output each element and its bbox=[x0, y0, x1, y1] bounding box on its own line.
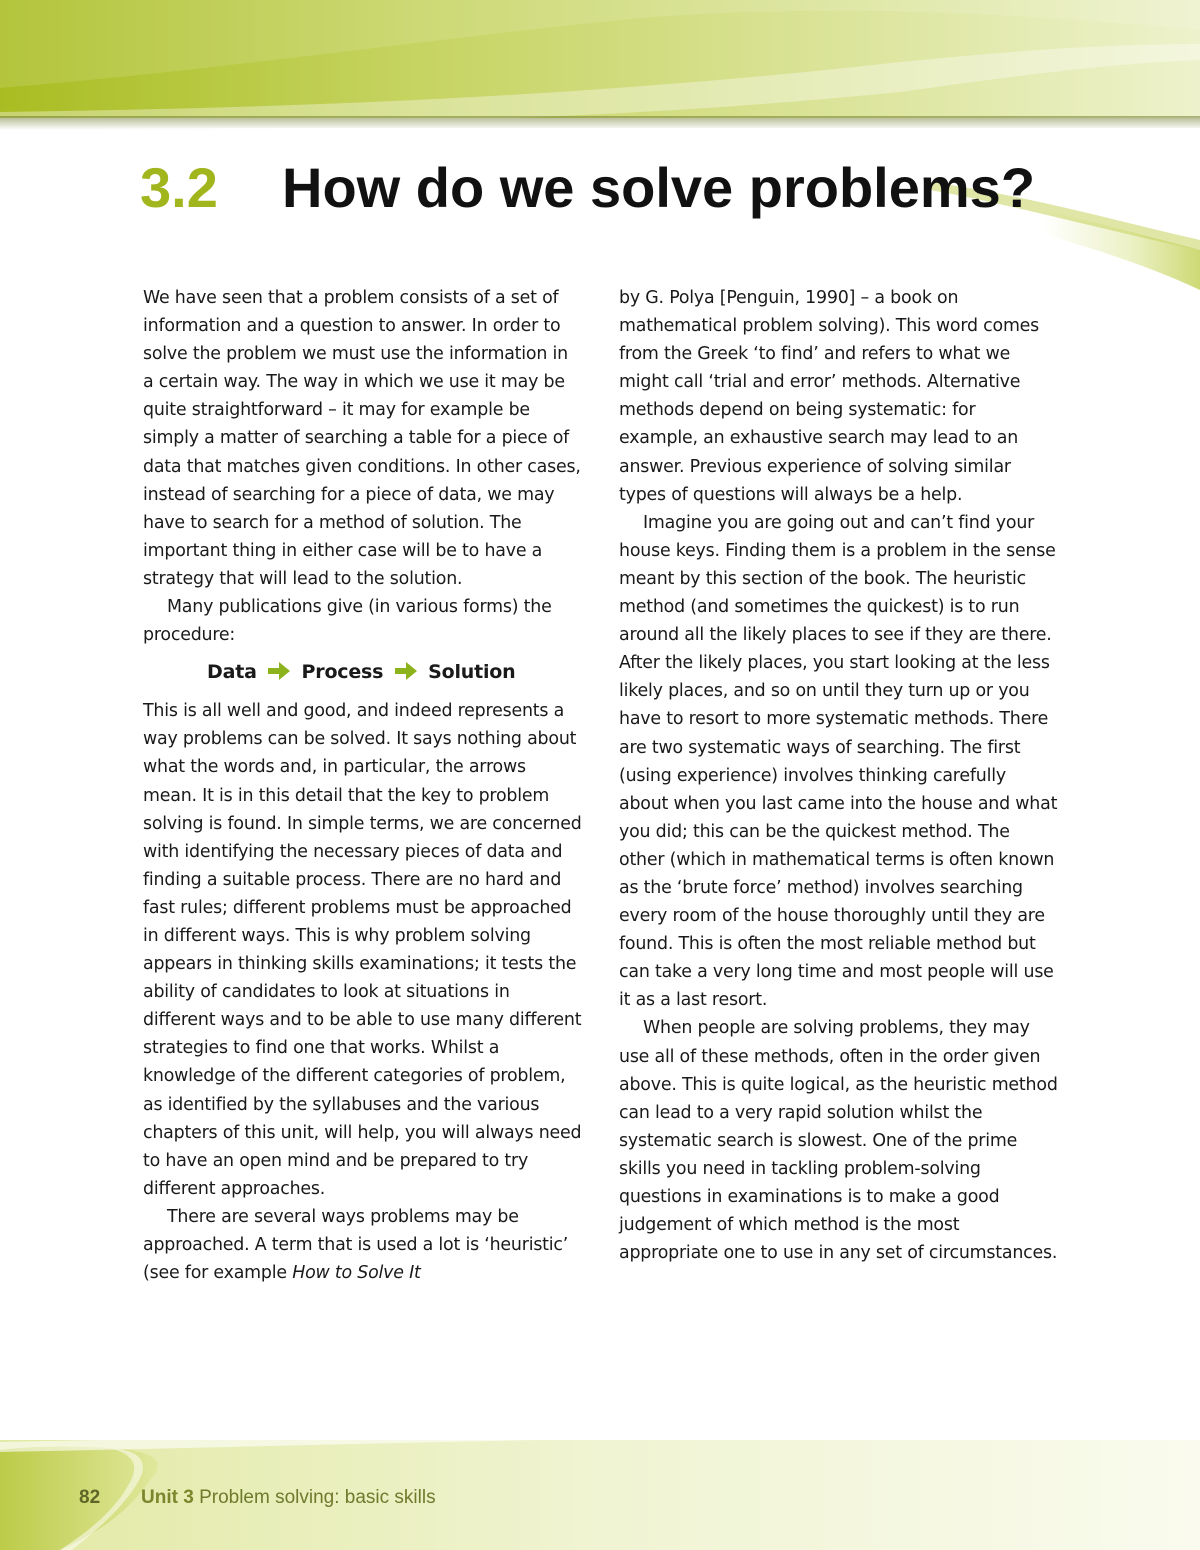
paragraph-text: There are several ways problems may be approached. A term that is used a lot is ‘heuristic’ (see for example bbox=[143, 1206, 569, 1284]
paragraph: by G. Polya [Penguin, 1990] – a book on mathematical problem solving). This word comes from the Greek ‘to find’ and refers to what we might call ‘trial and error’ methods. Alternative methods depend on being systematic: for example, an exhaustive search may lead to an answer. Previous experience of solving similar types of questions will always be a help. bbox=[619, 288, 1040, 505]
section-title: How do we solve problems? bbox=[282, 156, 1036, 219]
section-heading bbox=[140, 152, 1035, 224]
unit-title: Problem solving: basic skills bbox=[199, 1487, 436, 1508]
header-decoration bbox=[0, 0, 1200, 290]
paragraph: Many publications give (in various forms) the procedure: bbox=[143, 597, 552, 646]
left-column bbox=[143, 284, 583, 1287]
flow-step-data: Data bbox=[207, 661, 257, 684]
flow-step-solution: Solution bbox=[428, 661, 516, 684]
book-title: How to Solve It bbox=[292, 1263, 421, 1284]
flow-step-process: Process bbox=[301, 661, 384, 684]
paragraph: Imagine you are going out and can’t find your house keys. Finding them is a problem in the sense meant by this section of the book. The heuristic method (and sometimes the quickest) is to run around all the likely places to see if they are there. After the likely places, you start looking at the less likely places, and so on until they turn up or you have to resort to more systematic methods. There are two systematic ways of searching. The first (using experience) involves thinking carefully about when you last came into the house and what you did; this can be the quickest method. The other (which in mathematical terms is often known as the ‘brute force’ method) involves searching every room of the house thoroughly until they are found. This is often the most reliable method but can take a very long time and most people will use it as a last resort. bbox=[619, 512, 1058, 1011]
paragraph: When people are solving problems, they may use all of these methods, often in the order given above. This is quite logical, as the heuristic method can lead to a very rapid solution whilst the systematic search is slowest. One of the prime skills you need in tackling problem-solving questions in examinations is to make a good judgement of which method is the most appropriate one to use in any set of circumstances. bbox=[619, 1018, 1058, 1264]
arrow-right-icon bbox=[267, 661, 291, 681]
paragraph: We have seen that a problem consists of a set of information and a question to answer. In order to solve the problem we must use the information in a certain way. The way in which we use it may be quite straightforward – it may for example be simply a matter of searching a table for a piece of data that matches given conditions. In other cases, instead of searching for a piece of data, we may have to search for a method of solution. The important thing in either case will be to have a strategy that will lead to the solution. bbox=[143, 288, 581, 589]
section-number: 3.2 bbox=[140, 156, 218, 219]
paragraph: This is all well and good, and indeed represents a way problems can be solved. It says nothing about what the words and, in particular, the arrows mean. It is in this detail that the key to problem solving is found. In simple terms, we are concerned with identifying the necessary pieces of data and finding a suitable process. There are no hard and fast rules; different problems must be approached in different ways. This is why problem solving appears in thinking skills examinations; it tests the ability of candidates to look at situations in different ways and to be able to use many different strategies to find one that works. Whilst a knowledge of the different categories of problem, as identified by the syllabuses and the various chapters of this unit, will help, you will always need to have an open mind and be prepared to try different approaches. bbox=[143, 701, 582, 1199]
right-column bbox=[619, 284, 1059, 1267]
page-footer bbox=[79, 1485, 436, 1511]
page-number: 82 bbox=[79, 1487, 101, 1508]
unit-label: Unit 3 bbox=[141, 1487, 194, 1508]
paragraph bbox=[143, 1203, 583, 1287]
procedure-flow bbox=[143, 655, 583, 689]
arrow-right-icon bbox=[394, 661, 418, 681]
